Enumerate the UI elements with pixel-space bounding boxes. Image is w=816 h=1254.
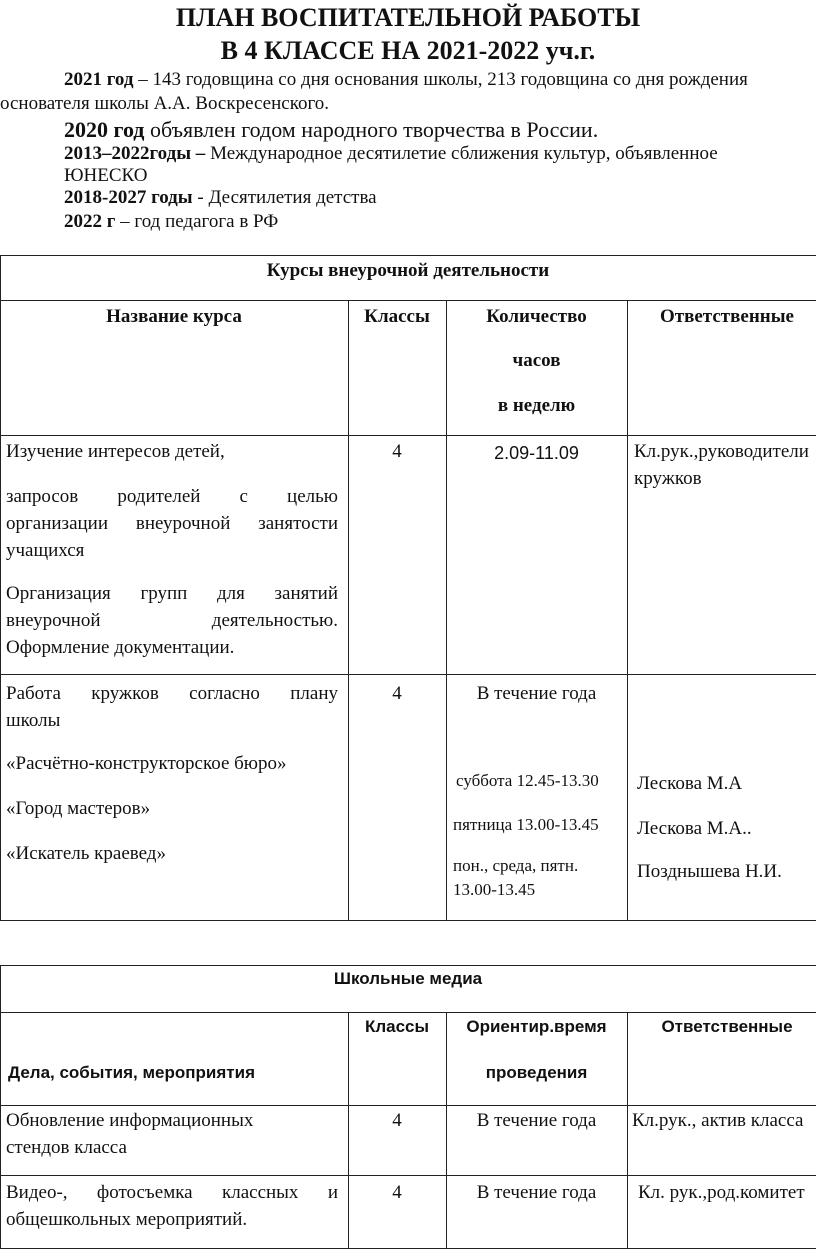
course-name-line: запросов родителей с целью — [6, 486, 338, 507]
table-rule — [0, 920, 816, 921]
media-section-title: Школьные медиа — [333, 969, 483, 988]
intro-2020-year: 2020 год — [64, 117, 145, 142]
course-name-line: Организация групп для занятий — [6, 583, 338, 604]
course-classes: 4 — [392, 683, 402, 704]
col-header-time-l2: проведения — [485, 1063, 588, 1082]
course-name-line: Работа кружков согласно плану — [6, 683, 338, 704]
intro-teacher-text: – год педагога в РФ — [115, 211, 279, 232]
club-schedule: пятница 13.00-13.45 — [453, 815, 599, 834]
course-hours: 2.09-11.09 — [494, 443, 579, 463]
event-time: В течение года — [476, 1110, 597, 1131]
course-responsible-line: кружков — [634, 468, 702, 489]
col-header-course-name: Название курса — [106, 306, 242, 327]
table-rule — [0, 435, 816, 436]
table-rule — [0, 1248, 816, 1249]
club-name: «Город мастеров» — [6, 798, 151, 819]
col-header-events: Дела, события, мероприятия — [8, 1063, 255, 1082]
intro-childhood-years: 2018-2027 годы — [64, 187, 193, 208]
intro-decade-text: Международное десятилетие сближения культур, объявленное — [205, 143, 718, 164]
table-rule — [627, 300, 628, 920]
intro-teacher — [64, 210, 278, 234]
table-rule — [0, 1105, 816, 1106]
table-rule — [627, 1012, 628, 1248]
course-hours: В течение года — [476, 683, 597, 704]
intro-2020 — [64, 118, 598, 142]
intro-decade-years: 2013–2022годы – — [64, 143, 206, 164]
table-rule — [0, 255, 1, 920]
intro-2021 — [64, 68, 748, 92]
club-schedule: 13.00-13.45 — [453, 880, 536, 899]
table-rule — [348, 300, 349, 920]
intro-childhood-text: - Десятилетия детства — [192, 187, 377, 208]
event-responsible: Кл. рук.,род.комитет — [638, 1182, 805, 1203]
table-rule — [0, 965, 816, 966]
course-classes: 4 — [392, 441, 402, 462]
course-name-line: учащихся — [6, 540, 85, 561]
document-title-line2: В 4 КЛАССЕ НА 2021-2022 уч.г. — [220, 36, 596, 65]
col-header-hours-l3: в неделю — [497, 395, 576, 416]
table-rule — [0, 1012, 816, 1013]
col-header-responsible: Ответственные — [660, 306, 794, 327]
club-responsible: Лескова М.А — [637, 773, 743, 794]
event-name-line: Видео-, фотосъемка классных и — [6, 1182, 338, 1203]
col-header-classes: Классы — [364, 1017, 430, 1036]
club-responsible: Позднышева Н.И. — [637, 861, 782, 882]
table-rule — [0, 255, 816, 256]
col-header-hours-l1: Количество — [486, 306, 587, 327]
course-responsible-line: Кл.рук.,руководители — [634, 441, 809, 462]
club-schedule: суббота 12.45-13.30 — [456, 771, 599, 790]
club-name: «Расчётно-конструкторское бюро» — [6, 753, 287, 774]
event-name-line: Обновление информационных — [6, 1110, 254, 1131]
course-name-line: организации внеурочной занятости — [6, 513, 338, 534]
intro-childhood — [64, 186, 377, 210]
intro-2020-text: объявлен годом народного творчества в России. — [144, 117, 599, 142]
intro-2021-text: – 143 годовщина со дня основания школы, 213 годовщина со дня рождения — [133, 69, 748, 90]
club-responsible: Лескова М.А.. — [637, 818, 752, 839]
event-name-line: стендов класса — [6, 1137, 127, 1158]
event-responsible: Кл.рук., актив класса — [632, 1110, 804, 1131]
event-classes: 4 — [392, 1182, 402, 1203]
course-name-line: внеурочной деятельностью. — [6, 610, 338, 631]
courses-section-title: Курсы внеурочной деятельности — [266, 260, 550, 281]
table-rule — [0, 1175, 816, 1176]
table-rule — [0, 674, 816, 675]
document-title-line1: ПЛАН ВОСПИТАТЕЛЬНОЙ РАБОТЫ — [175, 3, 641, 32]
intro-2021-cont: основателя школы А.А. Воскресенского. — [0, 93, 330, 114]
col-header-classes: Классы — [364, 306, 430, 327]
intro-2021-year: 2021 год — [64, 69, 134, 90]
col-header-time-l1: Ориентир.время — [466, 1017, 607, 1036]
table-rule — [446, 300, 447, 920]
intro-decade-cont: ЮНЕСКО — [64, 165, 148, 186]
course-name-line: Оформление документации. — [6, 637, 235, 658]
col-header-hours-l2: часов — [512, 350, 561, 371]
event-time: В течение года — [476, 1182, 597, 1203]
intro-teacher-year: 2022 г — [64, 211, 116, 232]
club-name: «Искатель краевед» — [6, 843, 166, 864]
col-header-responsible: Ответственные — [661, 1017, 793, 1036]
event-name-line: общешкольных мероприятий. — [6, 1209, 248, 1230]
club-schedule: пон., среда, пятн. — [453, 856, 579, 875]
table-rule — [0, 965, 1, 1248]
course-name-line: Изучение интересов детей, — [6, 441, 225, 462]
course-name-line: школы — [6, 710, 61, 731]
table-rule — [0, 300, 816, 301]
intro-decade — [64, 142, 718, 166]
event-classes: 4 — [392, 1110, 402, 1131]
